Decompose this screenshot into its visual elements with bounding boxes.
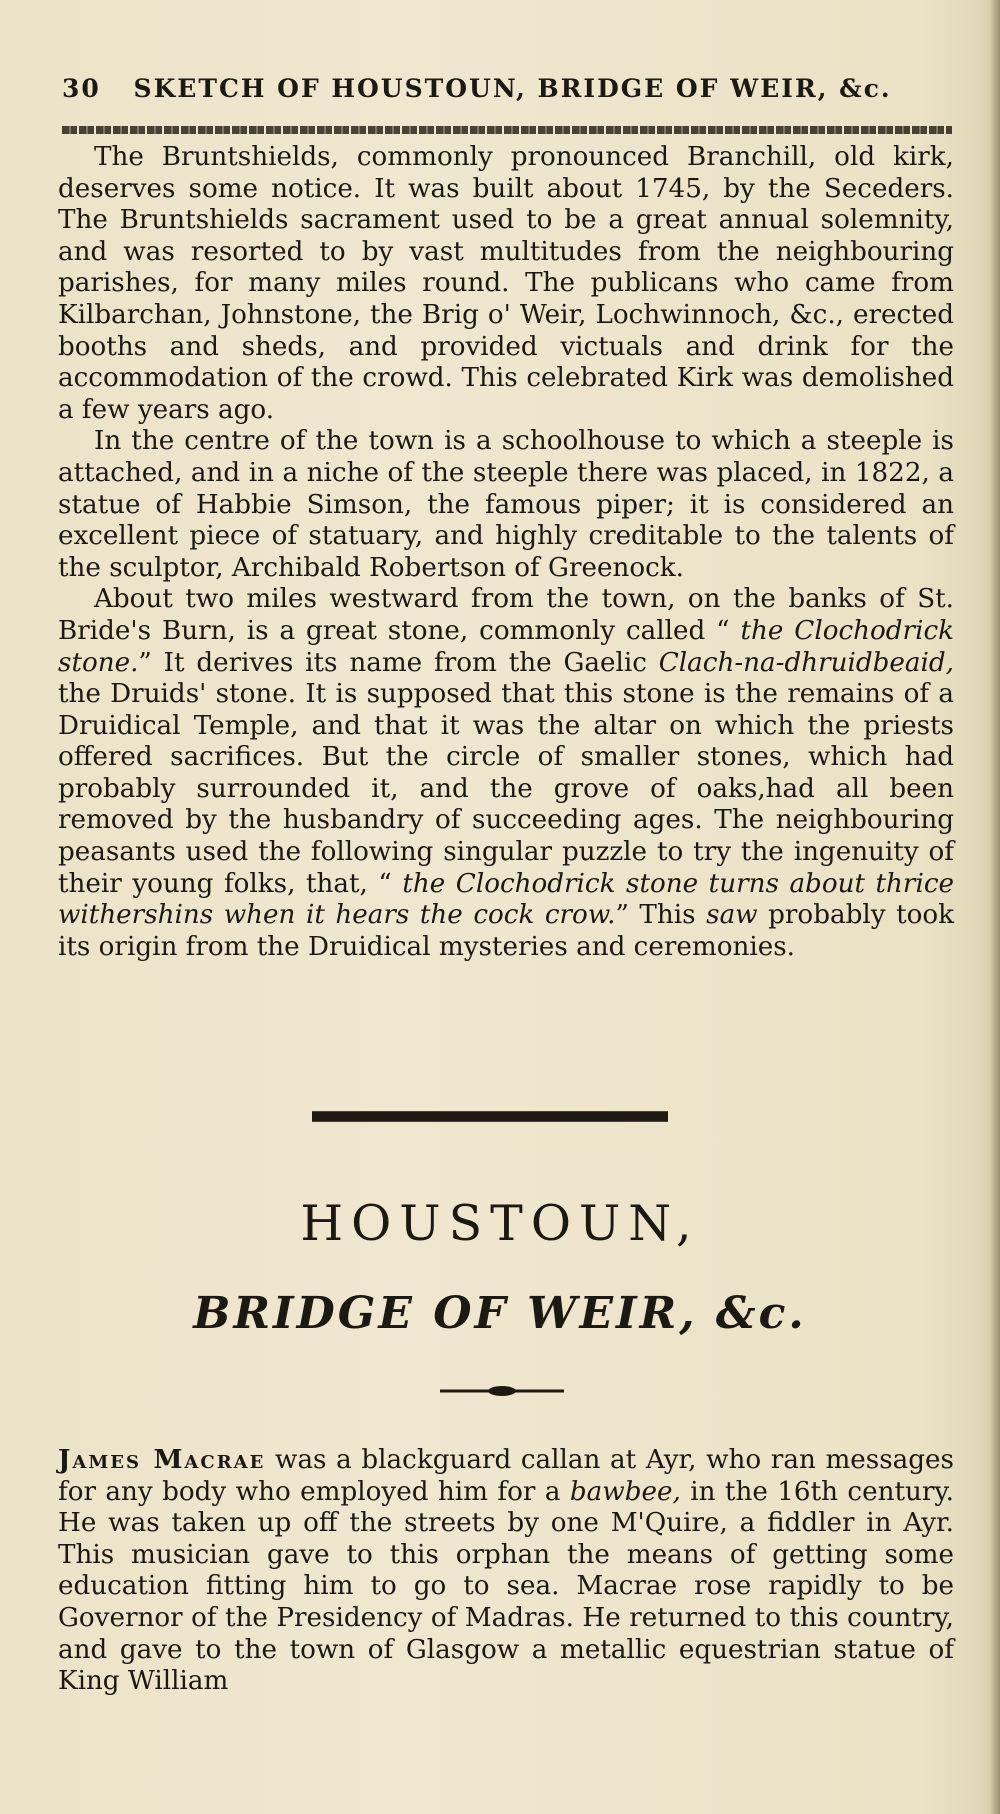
- section-title: HOUSTOUN,: [300, 1195, 700, 1252]
- section-macrae: [58, 1444, 954, 1698]
- page-number: 30: [62, 74, 101, 103]
- running-head: [62, 74, 952, 103]
- paragraph-schoolhouse: In the centre of the town is a schoolhouse to which a steeple is attached, and in a niche of the steeple there was placed, in 1822, a statue of Habbie Simson, the famous piper; it is considered an excellent piece of statuary, and highly creditable to the talents of the sculptor, Archibald Robertson of Greenock.: [58, 426, 954, 583]
- ornamental-rule: [62, 126, 952, 134]
- paragraph-macrae: James Macrae was a blackguard callan at Ayr, who ran messages for any body who employed him for a bawbee, in the 16th century. He was taken up off the streets by one M'Quire, a fiddler in Ayr. This musician gave to this orphan the means of getting some education fitting him to go to sea. Macrae rose rapidly to be Governor of the Presidency of Madras. He returned to this country, and gave to the town of Glasgow a metallic equestrian statue of King William: [58, 1444, 955, 1697]
- paragraph-bruntshields: The Bruntshields, commonly pronounced Branchill, old kirk, deserves some notice. It was built about 1745, by the Seceders. The Bruntshields sacrament used to be a great annual solemnity, and was resorted to by vast multitudes from the neighbouring parishes, for many miles round. The publicans who came from Kilbarchan, Johnstone, the Brig o' Weir, Lochwinnoch, &c., erected booths and sheds, and provided victuals and drink for the accommodation of the crowd. This celebrated Kirk was demolished a few years ago.: [58, 142, 954, 425]
- section-subtitle: BRIDGE OF WEIR, &c.: [193, 1288, 807, 1339]
- dash-ornament: [440, 1384, 564, 1398]
- section-divider: [312, 1111, 668, 1122]
- paragraph-clochodrick: About two miles westward from the town, on the banks of St. Bride's Burn, is a great stone, commonly called “ the Clochodrick stone.” It derives its name from the Gaelic Clach-na-dhruidbeaid, the Druids' stone. It is supposed that this stone is the remains of a Druidical Temple, and that it was the altar on which the priests offered sacrifices. But the circle of smaller stones, which had probably surrounded it, and the grove of oaks,had all been removed by the husbandry of succeeding ages. The neighbouring peasants used the following singular puzzle to try the ingenuity of their young folks, that, “ the Clochodrick stone turns about thrice withershins when it hears the cock crow.” This saw probably took its origin from the Druidical mysteries and ceremonies.: [58, 584, 954, 962]
- page-edge: [990, 0, 1000, 1814]
- running-title: SKETCH OF HOUSTOUN, BRIDGE OF WEIR, &c.: [133, 74, 892, 103]
- section-bruntshields: [58, 142, 954, 963]
